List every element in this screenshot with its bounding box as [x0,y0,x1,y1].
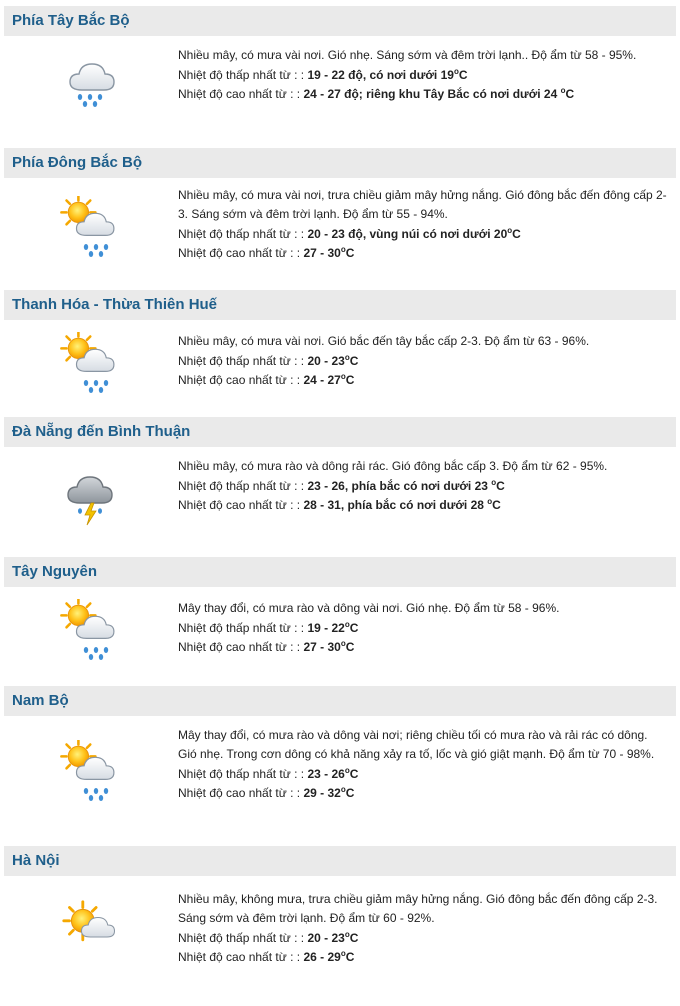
degree-sign: o [453,67,459,76]
celsius-unit: C [512,227,521,241]
region-title: Tây Nguyên [4,557,676,587]
forecast-text [178,726,668,803]
region-forecast [4,686,676,869]
forecast-text [178,46,668,104]
forecast-text [178,457,668,515]
celsius-unit: C [345,246,355,260]
sun-cloud-rain-icon [60,196,124,256]
max-temperature-value: 29 - 32 [303,786,341,800]
celsius-unit: C [345,640,355,654]
celsius-unit: C [349,931,359,945]
max-temperature [178,244,668,263]
degree-sign: o [487,497,493,506]
region-forecast [4,846,676,1006]
min-temperature-value: 19 - 22 [307,621,345,635]
min-temperature [178,352,668,371]
max-temperature-value: 27 - 30 [303,246,341,260]
celsius-unit: C [349,767,359,781]
region-title: Phía Tây Bắc Bộ [4,6,676,36]
celsius-unit: C [345,950,355,964]
celsius-unit: C [345,373,355,387]
celsius-unit: C [458,68,468,82]
sun-cloud-icon [60,896,124,956]
forecast-text [178,186,668,263]
forecast-description: Nhiều mây, có mưa vài nơi, trưa chiều giảm mây hửng nắng. Gió đông bắc đến đông cấp 2-3. Sáng sớm và đêm trời lạnh. Độ ẩm từ 55 - 94%. [178,188,667,221]
min-temperature [178,225,668,244]
min-temperature-value: 20 - 23 [307,931,345,945]
sun-cloud-rain-icon [60,332,124,392]
degree-sign: o [344,930,350,939]
min-temperature-value: 23 - 26, phía bắc có nơi dưới 23 [307,479,492,493]
celsius-unit: C [492,498,501,512]
degree-sign: o [344,353,350,362]
forecast-description: Mây thay đổi, có mưa rào và dông vài nơi; riêng chiều tối có mưa rào và rải rác có dông. Gió nhẹ. Trong cơn dông có khả năng xảy ra tố, lốc và gió giật mạnh. Độ ẩm từ 70 - 98%. [178,728,655,761]
celsius-unit: C [496,479,505,493]
max-temperature-label: Nhiệt độ cao nhất từ : : [178,498,301,512]
sun-cloud-rain-icon [60,740,124,800]
degree-sign: o [340,785,346,794]
celsius-unit: C [345,786,355,800]
degree-sign: o [344,766,350,775]
max-temperature-label: Nhiệt độ cao nhất từ : : [178,373,301,387]
celsius-unit: C [349,621,359,635]
max-temperature-value: 24 - 27 [303,373,341,387]
max-temperature-value: 28 - 31, phía bắc có nơi dưới 28 [303,498,488,512]
min-temperature-value: 23 - 26 [307,767,345,781]
min-temperature-label: Nhiệt độ thấp nhất từ : : [178,354,305,368]
forecast-description: Nhiều mây, có mưa vài nơi. Gió bắc đến tây bắc cấp 2-3. Độ ẩm từ 63 - 96%. [178,334,590,348]
min-temperature [178,477,668,496]
forecast-description: Nhiều mây, có mưa vài nơi. Gió nhẹ. Sáng sớm và đêm trời lạnh.. Độ ẩm từ 58 - 95%. [178,48,637,62]
min-temperature-value: 20 - 23 độ, vùng núi có nơi dưới 20 [307,227,508,241]
forecast-description: Mây thay đổi, có mưa rào và dông vài nơi. Gió nhẹ. Độ ẩm từ 58 - 96%. [178,601,560,615]
sun-cloud-rain-icon [60,599,124,659]
forecast-text [178,332,668,390]
degree-sign: o [344,620,350,629]
max-temperature-label: Nhiệt độ cao nhất từ : : [178,786,301,800]
max-temperature-label: Nhiệt độ cao nhất từ : : [178,87,301,101]
degree-sign: o [340,245,346,254]
min-temperature-label: Nhiệt độ thấp nhất từ : : [178,931,305,945]
min-temperature [178,66,668,85]
forecast-description: Nhiều mây, không mưa, trưa chiều giảm mây hửng nắng. Gió đông bắc đến đông cấp 2-3. Sáng sớm và đêm trời lạnh. Độ ẩm từ 60 - 92%. [178,892,658,925]
min-temperature-label: Nhiệt độ thấp nhất từ : : [178,621,305,635]
max-temperature [178,496,668,515]
min-temperature [178,619,668,638]
min-temperature-label: Nhiệt độ thấp nhất từ : : [178,68,305,82]
region-title: Nam Bộ [4,686,676,716]
region-title: Phía Đông Bắc Bộ [4,148,676,178]
region-title: Hà Nội [4,846,676,876]
degree-sign: o [560,86,566,95]
max-temperature-label: Nhiệt độ cao nhất từ : : [178,640,301,654]
forecast-description: Nhiều mây, có mưa rào và dông rải rác. Gió đông bắc cấp 3. Độ ẩm từ 62 - 95%. [178,459,608,473]
celsius-unit: C [565,87,575,101]
max-temperature [178,85,668,104]
max-temperature [178,784,668,803]
degree-sign: o [340,372,346,381]
min-temperature-label: Nhiệt độ thấp nhất từ : : [178,479,305,493]
max-temperature-value: 26 - 29 [303,950,341,964]
degree-sign: o [491,478,497,487]
min-temperature [178,765,668,784]
region-forecast [4,6,676,171]
max-temperature-label: Nhiệt độ cao nhất từ : : [178,246,301,260]
region-title: Thanh Hóa - Thừa Thiên Huế [4,290,676,320]
degree-sign: o [507,226,513,235]
max-temperature-value: 24 - 27 độ; riêng khu Tây Bắc có nơi dưới 24 [303,87,561,101]
thunderstorm-icon [60,465,124,525]
max-temperature [178,948,668,967]
region-title: Đà Nẵng đến Bình Thuận [4,417,676,447]
min-temperature-value: 20 - 23 [307,354,345,368]
max-temperature-label: Nhiệt độ cao nhất từ : : [178,950,301,964]
cloud-rain-icon [60,46,124,106]
celsius-unit: C [349,354,359,368]
forecast-text [178,599,668,657]
min-temperature-value: 19 - 22 độ, có nơi dưới 19 [307,68,454,82]
degree-sign: o [340,949,346,958]
max-temperature [178,638,668,657]
max-temperature-value: 27 - 30 [303,640,341,654]
degree-sign: o [340,639,346,648]
min-temperature-label: Nhiệt độ thấp nhất từ : : [178,767,305,781]
min-temperature [178,929,668,948]
max-temperature [178,371,668,390]
min-temperature-label: Nhiệt độ thấp nhất từ : : [178,227,305,241]
forecast-text [178,890,668,967]
region-forecast [4,417,676,580]
